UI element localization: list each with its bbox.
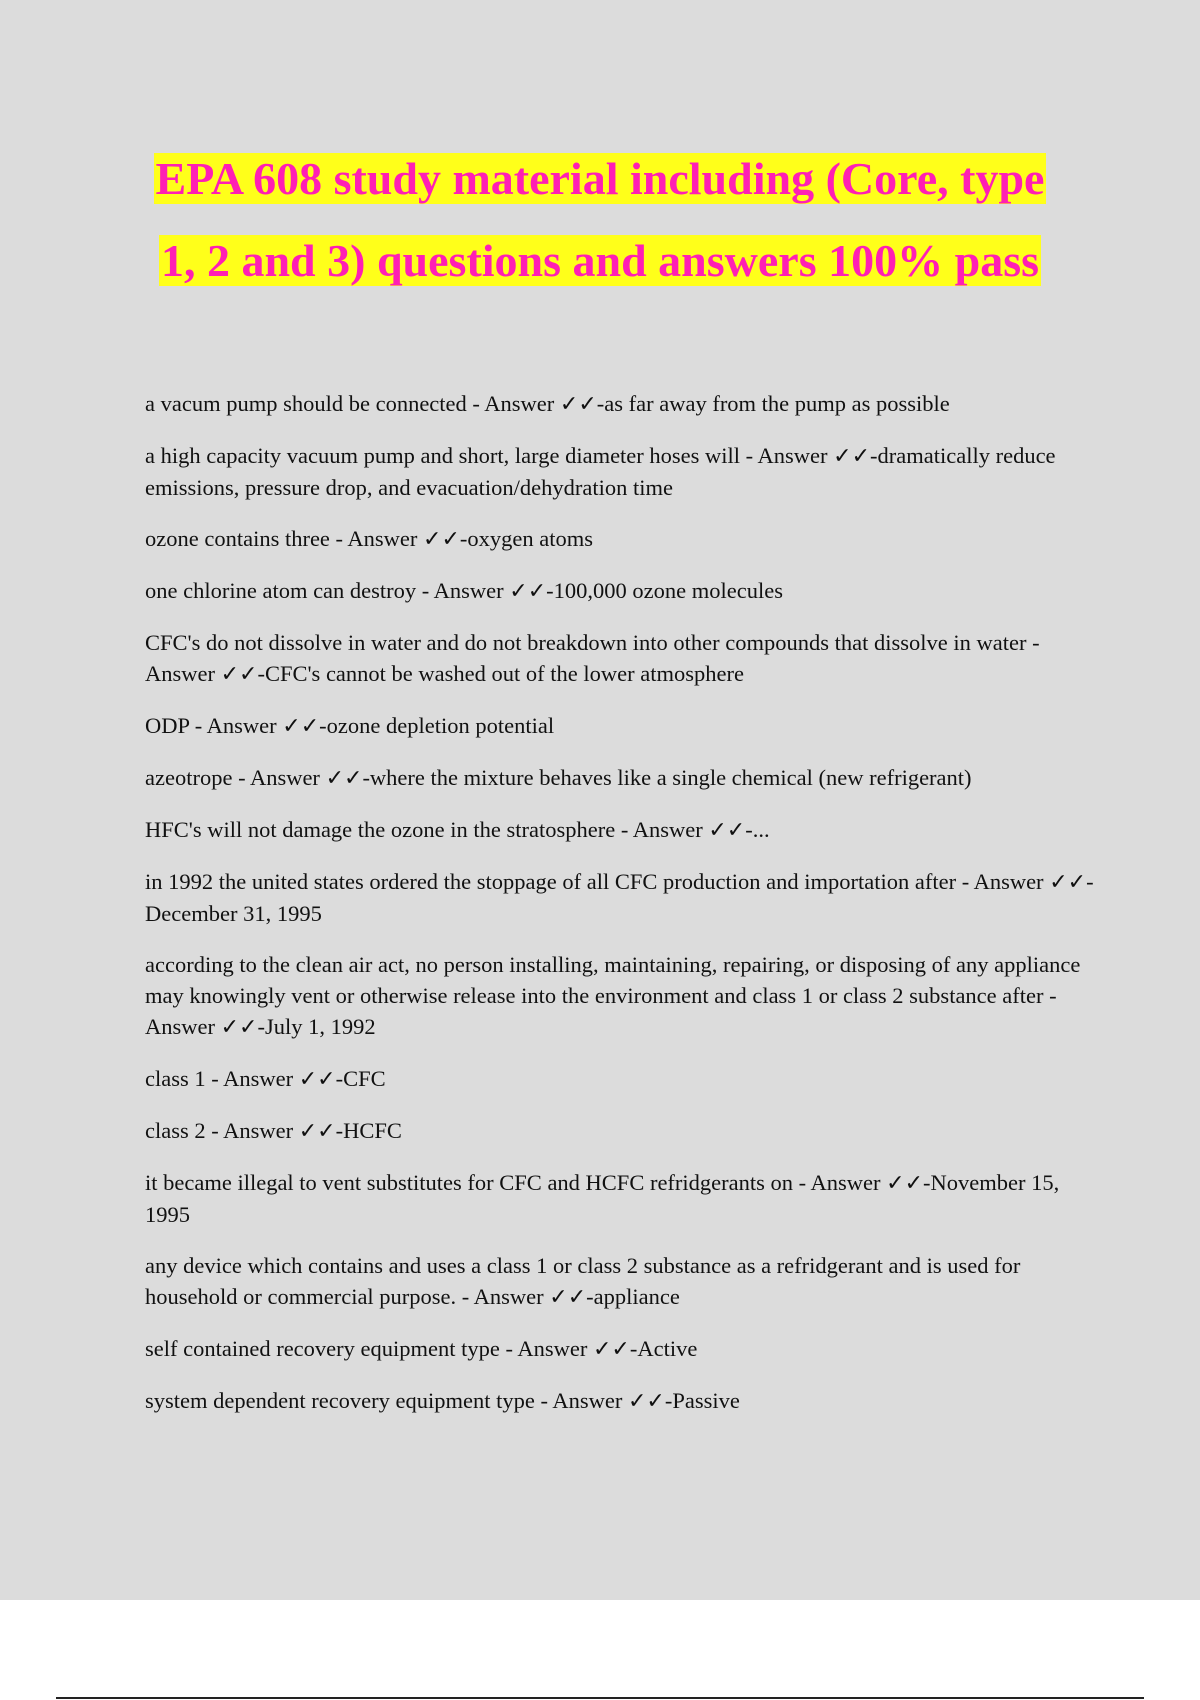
question-text: class 2 - Answer bbox=[145, 1118, 299, 1143]
answer-text: -Active bbox=[629, 1336, 698, 1361]
double-check-icon: ✓✓ bbox=[886, 1171, 924, 1196]
answer-text: -CFC's cannot be washed out of the lower atmosphere bbox=[257, 661, 744, 686]
question-text: ODP - Answer bbox=[145, 713, 283, 738]
qa-item bbox=[145, 1167, 1095, 1230]
qa-item bbox=[145, 1385, 1095, 1417]
qa-item bbox=[145, 575, 1095, 607]
answer-text: -appliance bbox=[586, 1284, 680, 1309]
qa-item bbox=[145, 1115, 1095, 1147]
double-check-icon: ✓✓ bbox=[298, 1119, 336, 1144]
answer-text: -ozone depletion potential bbox=[319, 713, 555, 738]
title-line-2: 1, 2 and 3) questions and answers 100% pass bbox=[160, 235, 1040, 286]
double-check-icon: ✓✓ bbox=[559, 392, 597, 417]
double-check-icon: ✓✓ bbox=[549, 1285, 587, 1310]
double-check-icon: ✓✓ bbox=[220, 662, 258, 687]
qa-item bbox=[145, 1250, 1095, 1313]
qa-item bbox=[145, 1063, 1095, 1095]
qa-item bbox=[145, 523, 1095, 555]
double-check-icon: ✓✓ bbox=[833, 444, 871, 469]
question-text: HFC's will not damage the ozone in the stratosphere - Answer bbox=[145, 817, 709, 842]
question-text: in 1992 the united states ordered the stoppage of all CFC production and importation after - Answer bbox=[145, 869, 1050, 894]
question-text: one chlorine atom can destroy - Answer bbox=[145, 578, 510, 603]
answer-text: -... bbox=[745, 817, 770, 842]
double-check-icon: ✓✓ bbox=[298, 1067, 336, 1092]
question-text: ozone contains three - Answer bbox=[145, 526, 424, 551]
qa-item bbox=[145, 1333, 1095, 1365]
question-text: any device which contains and uses a class 1 or class 2 substance as a refridgerant and is used for household or commercial purpose. - Answer bbox=[145, 1253, 1021, 1309]
question-text: class 1 - Answer bbox=[145, 1066, 299, 1091]
question-text: CFC's do not dissolve in water and do not breakdown into other compounds that dissolve in water - Answer bbox=[145, 630, 1040, 686]
qa-item bbox=[145, 440, 1095, 503]
answer-text: -November 15, 1995 bbox=[145, 1170, 1060, 1227]
double-check-icon: ✓✓ bbox=[708, 818, 746, 843]
answer-text: -dramatically reduce emissions, pressure drop, and evacuation/dehydration time bbox=[145, 443, 1056, 500]
double-check-icon: ✓✓ bbox=[423, 527, 460, 552]
answer-text: -as far away from the pump as possible bbox=[596, 391, 950, 416]
qa-item bbox=[145, 388, 1095, 420]
double-check-icon: ✓✓ bbox=[220, 1015, 258, 1040]
double-check-icon: ✓✓ bbox=[627, 1389, 665, 1414]
qa-item bbox=[145, 814, 1095, 846]
answer-text: -CFC bbox=[335, 1066, 386, 1091]
double-check-icon: ✓✓ bbox=[1049, 870, 1087, 895]
question-text: azeotrope - Answer bbox=[145, 765, 326, 790]
qa-item bbox=[145, 762, 1095, 794]
double-check-icon: ✓✓ bbox=[282, 714, 320, 739]
qa-item bbox=[145, 627, 1095, 690]
question-text: according to the clean air act, no person installing, maintaining, repairing, or disposing of any appliance may knowingly vent or otherwise release into the environment and class 1 or class 2 substance after - Answer bbox=[145, 952, 1081, 1039]
answer-text: -100,000 ozone molecules bbox=[546, 578, 783, 603]
question-text: self contained recovery equipment type - Answer bbox=[145, 1336, 593, 1361]
answer-text: -where the mixture behaves like a single chemical (new refrigerant) bbox=[362, 765, 972, 790]
title-line-1: EPA 608 study material including (Core, type bbox=[155, 153, 1045, 204]
document-title bbox=[0, 138, 1200, 302]
answer-text: -July 1, 1992 bbox=[257, 1014, 376, 1039]
question-text: a high capacity vacuum pump and short, large diameter hoses will - Answer bbox=[145, 443, 834, 468]
question-text: a vacum pump should be connected - Answer bbox=[145, 391, 560, 416]
answer-text: -HCFC bbox=[335, 1118, 402, 1143]
question-text: system dependent recovery equipment type - Answer bbox=[145, 1388, 628, 1413]
answer-text: -oxygen atoms bbox=[459, 526, 594, 551]
qa-item bbox=[145, 710, 1095, 742]
question-text: it became illegal to vent substitutes for CFC and HCFC refridgerants on - Answer bbox=[145, 1170, 887, 1195]
qa-item bbox=[145, 866, 1095, 929]
double-check-icon: ✓✓ bbox=[509, 579, 547, 604]
double-check-icon: ✓✓ bbox=[325, 766, 363, 791]
qa-item bbox=[145, 949, 1095, 1043]
double-check-icon: ✓✓ bbox=[592, 1337, 630, 1362]
answer-text: -Passive bbox=[664, 1388, 740, 1413]
footer-divider bbox=[56, 1697, 1144, 1699]
answer-text: -December 31, 1995 bbox=[145, 869, 1094, 926]
qa-list bbox=[145, 388, 1095, 1437]
